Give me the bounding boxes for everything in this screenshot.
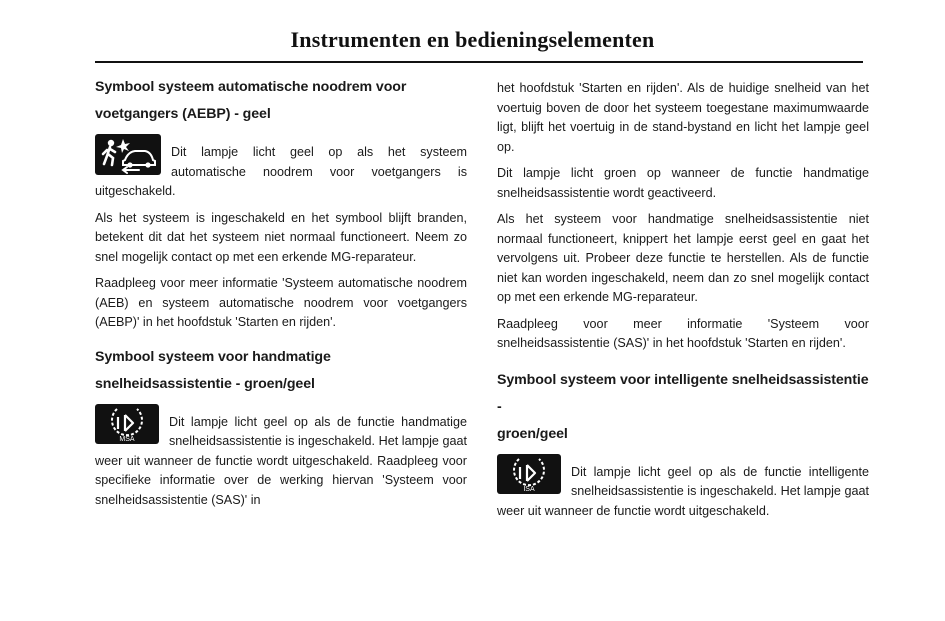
pedestrian-brake-warning-icon bbox=[95, 134, 161, 175]
isa-icon-label: ISA bbox=[523, 485, 535, 493]
page-title: Instrumenten en bedieningselementen bbox=[290, 27, 655, 52]
isa-heading-line2: groen/geel bbox=[497, 425, 568, 442]
msa-paragraph-1 bbox=[95, 404, 467, 511]
aebp-heading-line1: Symbool systeem automatische noodrem voor bbox=[95, 79, 407, 95]
isa-text-1: Dit lampje licht geel op als de functie intelligente snelheidsassistentie is ingeschakeld. Het lampje gaat weer uit wanneer de functie wordt uitgeschakeld. bbox=[497, 464, 869, 518]
msa-paragraph-5: Raadpleeg voor meer informatie 'Systeem voor snelheidsassistentie (SAS)' in het hoofdstuk 'Starten en rijden'. bbox=[497, 316, 869, 350]
msa-paragraph-2: het hoofdstuk 'Starten en rijden'. Als de huidige snelheid van het voertuig boven de door het systeem toegestane maximumwaarde ligt, blijft het voertuig in de stand-bystand en licht het lampje geel op. bbox=[497, 81, 869, 154]
left-column bbox=[95, 74, 467, 517]
msa-heading-line1: Symbool systeem voor handmatige bbox=[95, 348, 331, 365]
right-column bbox=[497, 74, 869, 528]
aebp-heading-line2: voetgangers (AEBP) - geel bbox=[95, 106, 271, 122]
aebp-text-1: Dit lampje licht geel op als het systeem automatische noodrem voor voetgangers is uitgeschakeld. bbox=[95, 145, 467, 198]
aebp-paragraph-2: Als het systeem is ingeschakeld en het symbool blijft branden, betekent dit dat het systeem niet normaal functioneert. Neem zo snel mogelijk contact op met een erkende MG-reparateur. bbox=[95, 210, 467, 264]
aebp-paragraph-3: Raadpleeg voor meer informatie 'Systeem automatische noodrem (AEB) en systeem automatische noodrem voor voetgangers (AEBP)' in het hoofdstuk 'Starten en rijden'. bbox=[95, 276, 467, 329]
msa-icon-label: MSA bbox=[119, 435, 135, 443]
isa-heading-line1: Symbool systeem voor intelligente snelheidsassistentie - bbox=[497, 371, 869, 415]
msa-paragraph-4: Als het systeem voor handmatige snelheidsassistentie niet normaal functioneert, knippert het lampje eerst geel en gaat het vervolgens uit. Probeer deze functie te herstellen. Als de functie niet kan worden ingeschakeld, neem dan zo snel mogelijk contact op met een erkende MG-reparateur. bbox=[497, 212, 869, 304]
msa-heading-line2: snelheidsassistentie - groen/geel bbox=[95, 375, 315, 392]
manual-speed-assist-icon bbox=[95, 404, 159, 444]
intelligent-speed-assist-icon bbox=[497, 454, 561, 494]
aebp-paragraph-1 bbox=[95, 134, 467, 202]
msa-paragraph-3: Dit lampje licht groen op wanneer de functie handmatige snelheidsassistentie wordt geactiveerd. bbox=[497, 166, 869, 200]
msa-text-1: Dit lampje licht geel op als de functie handmatige snelheidsassistentie is ingeschakeld. Het lampje gaat weer uit wanneer de functie wordt uitgeschakeld. Raadpleeg voor specifieke informatie over de werking hiervan 'Systeem voor snelheidsassistentie (SAS)' in bbox=[95, 414, 467, 507]
title-divider bbox=[95, 61, 863, 63]
isa-paragraph-1 bbox=[497, 454, 869, 522]
